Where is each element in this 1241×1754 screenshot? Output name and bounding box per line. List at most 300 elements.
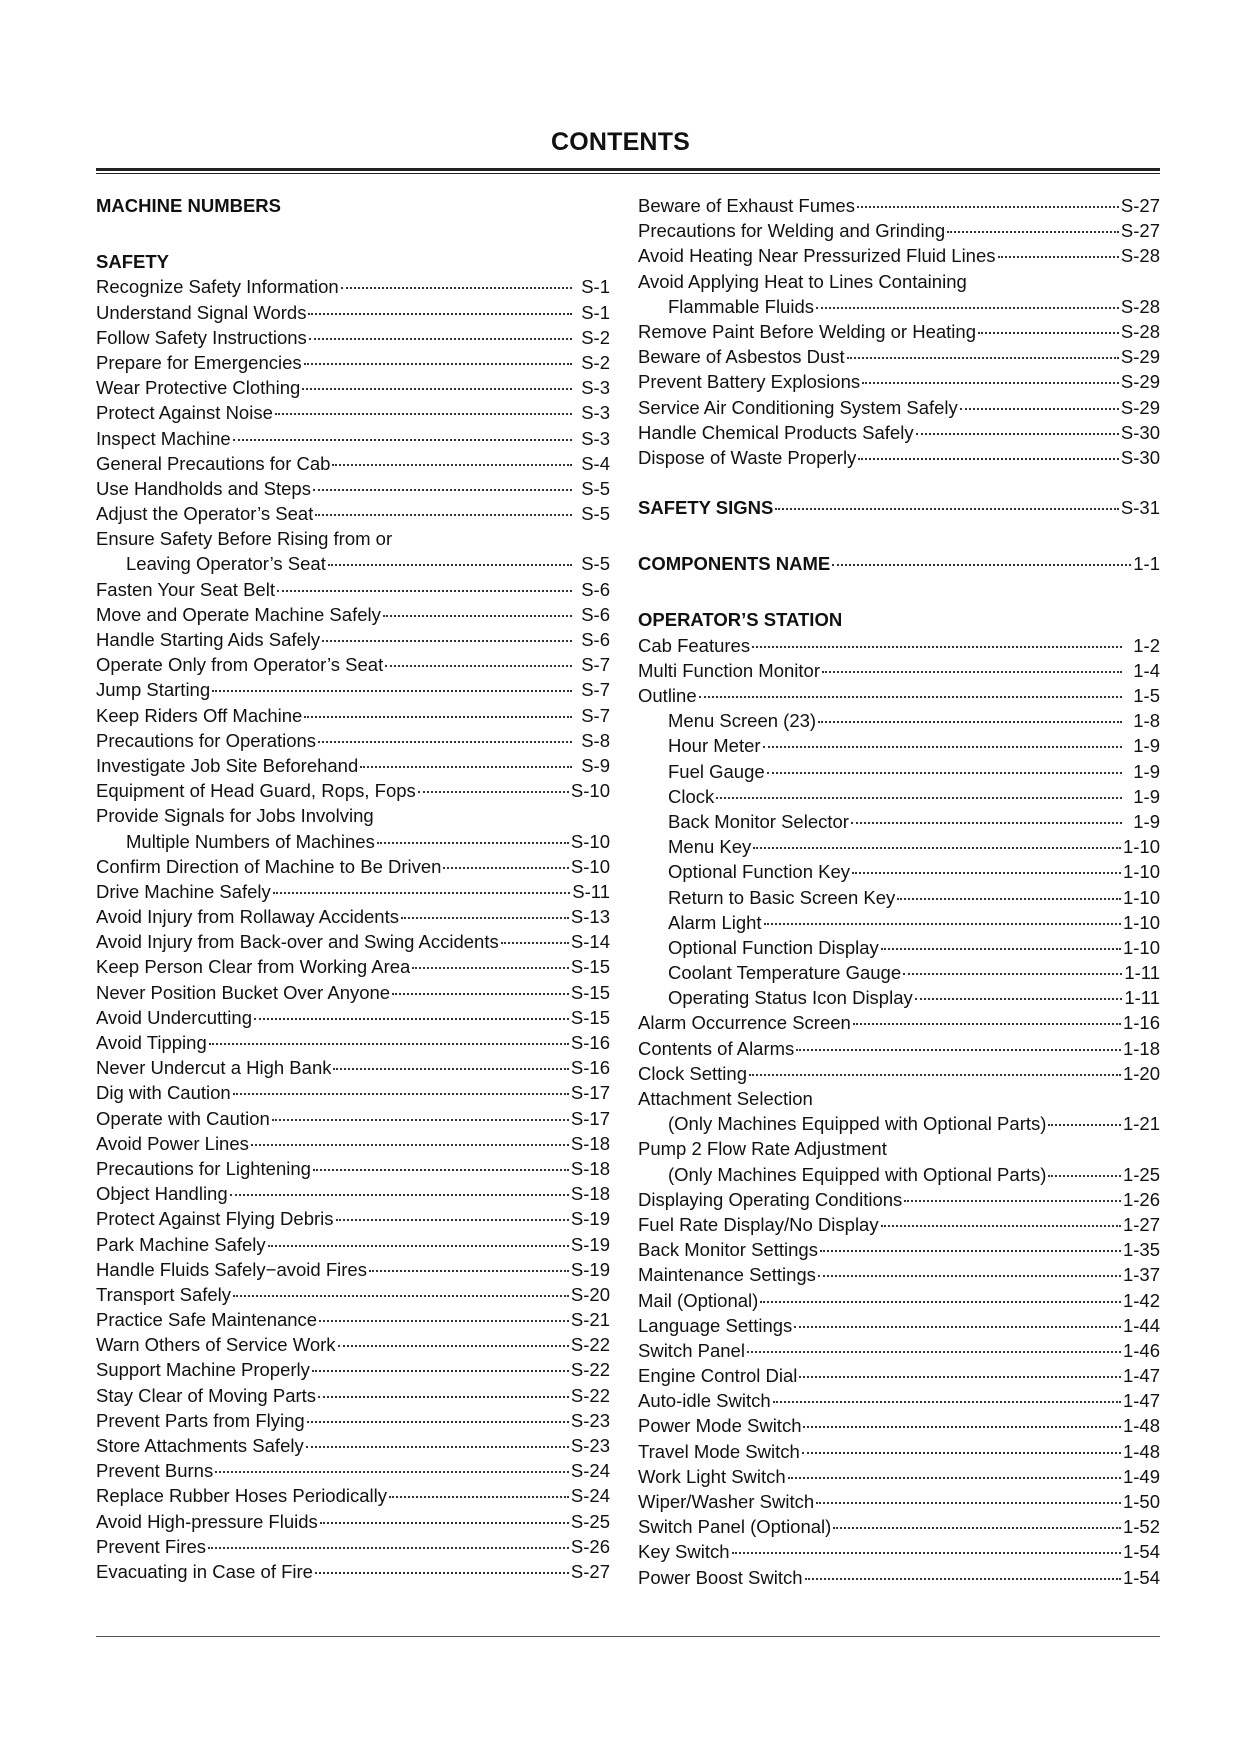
toc-entry-title: Ensure Safety Before Rising from or (96, 528, 393, 550)
toc-entry[interactable] (638, 1466, 1160, 1491)
leader-dots (978, 332, 1119, 334)
toc-entry[interactable] (96, 1511, 610, 1536)
toc-entry[interactable] (96, 302, 610, 327)
toc-entry-title: Displaying Operating Conditions (638, 1188, 903, 1210)
toc-entry-page: S-30 (1120, 421, 1160, 443)
section-heading-safety[interactable]: SAFETY (96, 251, 169, 273)
section-heading-operators-station[interactable]: OPERATOR’S STATION (638, 609, 843, 631)
toc-entry[interactable] (638, 447, 1160, 472)
toc-entry-title: Contents of Alarms (638, 1037, 795, 1059)
leader-dots (309, 338, 572, 340)
toc-entry-page: 1-8 (1133, 710, 1160, 732)
toc-entry-title: Handle Chemical Products Safely (638, 421, 914, 443)
toc-entry-title: Cab Features (638, 634, 751, 656)
toc-entry[interactable] (638, 321, 1160, 346)
toc-entry-title: Practice Safe Maintenance (96, 1309, 318, 1331)
toc-entry[interactable] (638, 710, 1160, 735)
toc-entry-title: Equipment of Head Guard, Rops, Fops (96, 780, 416, 802)
toc-entry[interactable] (96, 428, 610, 453)
toc-entry-page: 1-52 (1122, 1516, 1160, 1538)
toc-entry[interactable] (96, 1183, 610, 1208)
leader-dots (747, 1351, 1121, 1353)
toc-entry-page: 1-9 (1133, 810, 1160, 832)
leader-dots (833, 1527, 1121, 1529)
toc-entry[interactable] (96, 1485, 610, 1510)
toc-entry-page: 1-10 (1122, 861, 1160, 883)
toc-entry[interactable] (638, 1038, 1160, 1063)
leader-dots (320, 1522, 569, 1524)
toc-entry[interactable] (96, 679, 610, 704)
leader-dots (418, 791, 569, 793)
leader-dots (332, 464, 572, 466)
leader-dots (233, 1295, 569, 1297)
toc-entry-title: (Only Machines Equipped with Optional Parts) (668, 1113, 1047, 1135)
toc-entry-page: 1-11 (1124, 962, 1160, 984)
toc-entry-title: Wear Protective Clothing (96, 377, 301, 399)
toc-entry[interactable] (96, 831, 610, 856)
toc-entry[interactable] (638, 735, 1160, 760)
toc-entry-page: S-27 (1120, 195, 1160, 216)
toc-entry-title: (Only Machines Equipped with Optional Parts) (668, 1163, 1047, 1185)
toc-entry-page: S-13 (570, 906, 610, 928)
toc-entry-page: 1-18 (1122, 1037, 1160, 1059)
toc-entry[interactable] (638, 1390, 1160, 1415)
toc-entry-title: Hour Meter (668, 735, 761, 757)
toc-entry-page: S-25 (570, 1510, 610, 1532)
toc-entry-page: S-20 (570, 1283, 610, 1305)
toc-entry-title: General Precautions for Cab (96, 452, 331, 474)
toc-entry-title: Understand Signal Words (96, 301, 307, 323)
toc-entry[interactable] (638, 660, 1160, 685)
toc-entry-title: Store Attachments Safely (96, 1435, 304, 1456)
toc-entry[interactable] (96, 780, 610, 805)
leader-dots (753, 847, 1121, 849)
toc-entry-page: S-6 (581, 578, 610, 600)
toc-entry[interactable] (96, 1234, 610, 1259)
toc-entry-title: Fasten Your Seat Belt (96, 578, 275, 600)
toc-entry[interactable] (96, 1108, 610, 1133)
toc-entry-title: Outline (638, 685, 697, 706)
toc-entry[interactable] (638, 786, 1160, 811)
toc-entry-title: Precautions for Lightening (96, 1157, 311, 1179)
toc-entry-title: Handle Fluids Safely−avoid Fires (96, 1258, 367, 1280)
toc-entry-title: Flammable Fluids (668, 295, 814, 317)
toc-entry[interactable] (638, 422, 1160, 447)
toc-entry[interactable] (638, 761, 1160, 786)
toc-entry[interactable] (638, 635, 1160, 660)
toc-entry-title: Avoid Undercutting (96, 1006, 252, 1028)
toc-entry-page: S-6 (581, 603, 610, 625)
toc-entry[interactable] (96, 1410, 610, 1435)
toc-entry-title: Operate Only from Operator’s Seat (96, 654, 384, 676)
toc-entry[interactable] (638, 346, 1160, 371)
leader-dots (233, 439, 572, 441)
toc-entry[interactable] (638, 1415, 1160, 1440)
toc-entry-page: 1-47 (1122, 1390, 1160, 1412)
toc-entry-page: S-9 (581, 754, 610, 776)
toc-entry-page: 1-35 (1122, 1239, 1160, 1261)
leader-dots (341, 287, 572, 289)
leader-dots (822, 671, 1122, 673)
toc-entry-page: 1-25 (1122, 1163, 1160, 1185)
leader-dots (312, 1370, 569, 1372)
toc-entry-page: 1-10 (1122, 886, 1160, 908)
toc-entry-title: Drive Machine Safely (96, 880, 271, 902)
toc-entry[interactable] (638, 1164, 1160, 1189)
toc-entry-title: Adjust the Operator’s Seat (96, 503, 314, 525)
toc-entry[interactable] (638, 685, 1160, 710)
leader-dots (816, 307, 1119, 309)
toc-entry-page: S-27 (570, 1560, 610, 1582)
leader-dots (1048, 1175, 1121, 1177)
toc-entry[interactable] (638, 220, 1160, 245)
toc-entry-title: Coolant Temperature Gauge (668, 962, 902, 984)
toc-entry-page: 1-9 (1133, 760, 1160, 782)
toc-entry-title: Never Undercut a High Bank (96, 1057, 332, 1079)
leader-dots (328, 564, 572, 566)
toc-entry[interactable] (638, 1365, 1160, 1390)
toc-entry-page: S-10 (570, 780, 610, 802)
toc-entry-page: S-22 (570, 1334, 610, 1356)
leader-dots (763, 746, 1122, 748)
toc-entry[interactable] (96, 1359, 610, 1384)
toc-entry-page: S-21 (570, 1309, 610, 1331)
toc-entry-page: S-5 (581, 503, 610, 525)
toc-entry[interactable] (96, 1309, 610, 1334)
toc-entry-page: S-3 (581, 427, 610, 449)
toc-entry-components-name[interactable] (638, 553, 1160, 578)
toc-entry[interactable] (96, 579, 610, 604)
toc-entry-page: S-4 (581, 452, 610, 474)
toc-entry[interactable] (96, 1460, 610, 1485)
toc-entry[interactable] (96, 352, 610, 377)
operators-station-entry-list (638, 635, 1160, 1592)
toc-entry-safety-signs[interactable] (638, 497, 1160, 522)
toc-entry[interactable] (96, 931, 610, 956)
toc-entry[interactable] (96, 1334, 610, 1359)
leader-dots (903, 973, 1122, 975)
leader-dots (816, 1502, 1121, 1504)
toc-entry-page: S-18 (570, 1183, 610, 1205)
toc-entry-page: 1-4 (1133, 659, 1160, 681)
toc-entry-title: Multiple Numbers of Machines (126, 830, 375, 852)
toc-entry[interactable] (96, 1561, 610, 1586)
toc-entry-title: Protect Against Flying Debris (96, 1208, 334, 1230)
toc-entry-title: Prevent Battery Explosions (638, 371, 861, 393)
toc-entry[interactable] (638, 1214, 1160, 1239)
leader-dots (818, 1275, 1121, 1277)
toc-entry-page: S-24 (570, 1485, 610, 1507)
toc-entry[interactable] (96, 730, 610, 755)
toc-entry-page: 1-48 (1122, 1440, 1160, 1462)
toc-entry[interactable] (638, 912, 1160, 937)
toc-entry-page: 1-9 (1133, 785, 1160, 807)
leader-dots (853, 1023, 1121, 1025)
toc-entry[interactable] (638, 1063, 1160, 1088)
leader-dots (699, 696, 1122, 698)
toc-entry[interactable] (638, 271, 1160, 296)
leader-dots (212, 690, 572, 692)
toc-entry-page: S-17 (570, 1107, 610, 1129)
toc-entry-title: Back Monitor Selector (668, 810, 849, 832)
toc-entry-page: 1-5 (1133, 685, 1160, 706)
leader-dots (313, 489, 572, 491)
toc-entry-title: Operate with Caution (96, 1107, 270, 1129)
toc-entry-title: Evacuating in Case of Fire (96, 1560, 313, 1582)
leader-dots (273, 892, 570, 894)
toc-entry-title: Stay Clear of Moving Parts (96, 1384, 317, 1406)
toc-entry-title: SAFETY SIGNS (638, 497, 774, 519)
leader-dots (315, 514, 572, 516)
toc-entry-page: S-5 (581, 477, 610, 499)
toc-entry-title: COMPONENTS NAME (638, 553, 831, 575)
toc-entry[interactable] (638, 937, 1160, 962)
leader-dots (313, 1169, 569, 1171)
toc-entry-page: S-3 (581, 377, 610, 399)
toc-entry-page: S-28 (1120, 295, 1160, 317)
toc-entry[interactable] (96, 1158, 610, 1183)
toc-entry-page: S-1 (581, 301, 610, 323)
leader-dots (412, 967, 569, 969)
toc-entry[interactable] (96, 1385, 610, 1410)
toc-entry-title: Power Boost Switch (638, 1566, 803, 1588)
toc-entry[interactable] (638, 887, 1160, 912)
leader-dots (820, 1250, 1121, 1252)
toc-entry[interactable] (96, 604, 610, 629)
title-rule-thin (96, 173, 1160, 174)
toc-entry-page: S-7 (581, 654, 610, 676)
toc-entry-page: S-8 (581, 729, 610, 751)
leader-dots (897, 898, 1121, 900)
leader-dots (773, 1401, 1121, 1403)
toc-entry-page: 1-37 (1122, 1264, 1160, 1286)
toc-entry[interactable] (96, 453, 610, 478)
toc-entry-title: Menu Key (668, 836, 752, 858)
toc-entry[interactable] (638, 397, 1160, 422)
toc-entry[interactable] (638, 1516, 1160, 1541)
toc-entry[interactable] (96, 1007, 610, 1032)
page-title: CONTENTS (550, 128, 691, 156)
toc-entry-title: Keep Riders Off Machine (96, 704, 303, 726)
leader-dots (254, 1018, 569, 1020)
toc-entry[interactable] (96, 402, 610, 427)
toc-entry-title: Menu Screen (23) (668, 710, 817, 732)
toc-entry-title: Dig with Caution (96, 1082, 231, 1104)
leader-dots (385, 665, 572, 667)
toc-entry-title: Clock (668, 785, 715, 807)
toc-entry[interactable] (638, 1441, 1160, 1466)
toc-entry[interactable] (638, 1315, 1160, 1340)
toc-entry[interactable] (96, 528, 610, 553)
toc-entry[interactable] (638, 371, 1160, 396)
leader-dots (732, 1552, 1121, 1554)
toc-entry[interactable] (638, 1567, 1160, 1592)
toc-entry[interactable] (96, 1082, 610, 1107)
toc-entry-page: S-10 (570, 830, 610, 852)
toc-entry-page: 1-20 (1122, 1062, 1160, 1084)
toc-entry[interactable] (638, 836, 1160, 861)
toc-entry-title: Maintenance Settings (638, 1264, 816, 1286)
toc-entry-title: Remove Paint Before Welding or Heating (638, 320, 976, 342)
title-rule-thick (96, 168, 1160, 171)
toc-entry-page: 1-44 (1122, 1314, 1160, 1336)
toc-entry-title: Service Air Conditioning System Safely (638, 396, 958, 418)
toc-entry-page: S-29 (1120, 346, 1160, 368)
toc-entry-title: Jump Starting (96, 679, 211, 701)
toc-entry-page: S-17 (570, 1082, 610, 1104)
toc-entry-page: S-31 (1120, 497, 1160, 519)
toc-entry[interactable] (638, 861, 1160, 886)
toc-entry[interactable] (638, 1264, 1160, 1289)
toc-entry-page: 1-10 (1122, 836, 1160, 858)
toc-entry[interactable] (638, 1088, 1160, 1113)
leader-dots (847, 357, 1119, 359)
toc-entry-title: Optional Function Key (668, 861, 851, 883)
toc-entry-page: S-29 (1120, 371, 1160, 393)
leader-dots (775, 508, 1119, 510)
leader-dots (304, 363, 572, 365)
leader-dots (383, 615, 572, 617)
toc-entry-title: Handle Starting Aids Safely (96, 629, 321, 650)
toc-entry[interactable] (638, 195, 1160, 220)
toc-entry[interactable] (96, 1133, 610, 1158)
leader-dots (1048, 1124, 1121, 1126)
toc-entry[interactable] (638, 987, 1160, 1012)
toc-entry[interactable] (96, 327, 610, 352)
toc-entry[interactable] (96, 1259, 610, 1284)
toc-entry-title: Wiper/Washer Switch (638, 1491, 815, 1512)
toc-entry[interactable] (96, 881, 610, 906)
leader-dots (306, 1446, 569, 1448)
toc-entry-title: Prevent Fires (96, 1535, 207, 1557)
toc-entry-title: Object Handling (96, 1183, 228, 1205)
toc-entry[interactable] (96, 1284, 610, 1309)
toc-entry-title: Avoid Power Lines (96, 1132, 249, 1154)
toc-entry[interactable] (96, 1057, 610, 1082)
toc-entry[interactable] (638, 1239, 1160, 1264)
toc-entry[interactable] (96, 1208, 610, 1233)
toc-entry[interactable] (638, 1113, 1160, 1138)
toc-entry[interactable] (638, 245, 1160, 270)
toc-entry-page: S-24 (570, 1460, 610, 1482)
toc-right-column (638, 195, 1160, 1592)
toc-entry-page: 1-2 (1133, 634, 1160, 656)
toc-entry[interactable] (96, 276, 610, 301)
toc-entry[interactable] (96, 956, 610, 981)
toc-entry[interactable] (96, 377, 610, 402)
toc-entry-page: S-28 (1120, 245, 1160, 267)
toc-entry-page: S-16 (570, 1032, 610, 1053)
section-heading-machine-numbers[interactable]: MACHINE NUMBERS (96, 195, 281, 216)
toc-entry-page: S-23 (570, 1409, 610, 1431)
toc-entry-title: Recognize Safety Information (96, 276, 339, 298)
leader-dots (322, 640, 572, 642)
toc-entry[interactable] (96, 982, 610, 1007)
toc-entry-title: Prepare for Emergencies (96, 351, 302, 373)
leader-dots (998, 256, 1119, 258)
toc-entry[interactable] (96, 503, 610, 528)
toc-entry-title: Inspect Machine (96, 427, 231, 449)
toc-entry-page: 1-42 (1122, 1289, 1160, 1311)
safety-entry-list (96, 276, 610, 1586)
toc-entry[interactable] (96, 705, 610, 730)
toc-entry-title: Alarm Occurrence Screen (638, 1012, 851, 1034)
toc-entry-title: Provide Signals for Jobs Involving (96, 805, 374, 827)
toc-entry-page: 1-10 (1122, 911, 1160, 933)
toc-entry[interactable] (96, 654, 610, 679)
toc-entry-title: Prevent Burns (96, 1460, 214, 1482)
toc-entry[interactable] (96, 856, 610, 881)
toc-entry-title: Avoid Injury from Rollaway Accidents (96, 906, 399, 928)
toc-entry[interactable] (638, 1012, 1160, 1037)
leader-dots (392, 993, 569, 995)
toc-entry-page: S-29 (1120, 396, 1160, 418)
toc-entry[interactable] (96, 906, 610, 931)
toc-entry[interactable] (638, 1340, 1160, 1365)
toc-entry[interactable] (96, 629, 610, 654)
toc-entry-title: Avoid Injury from Back-over and Swing Accidents (96, 931, 499, 953)
toc-entry-title: Beware of Exhaust Fumes (638, 195, 855, 216)
safety-entry-list-continued (638, 195, 1160, 472)
toc-entry-title: Operating Status Icon Display (668, 987, 913, 1009)
toc-entry[interactable] (96, 1435, 610, 1460)
toc-entry-page: S-7 (581, 704, 610, 726)
toc-entry-page: S-22 (570, 1384, 610, 1406)
leader-dots (881, 948, 1121, 950)
toc-entry[interactable] (638, 1189, 1160, 1214)
toc-entry[interactable] (96, 1536, 610, 1561)
toc-entry-page: S-1 (581, 276, 610, 298)
toc-entry-page: S-5 (581, 553, 610, 575)
toc-entry-page: S-28 (1120, 320, 1160, 342)
toc-entry[interactable] (638, 1290, 1160, 1315)
toc-entry[interactable] (638, 1541, 1160, 1566)
toc-entry-page: 1-54 (1122, 1541, 1160, 1563)
toc-entry-title: Power Mode Switch (638, 1415, 802, 1437)
toc-entry[interactable] (96, 805, 610, 830)
toc-entry-page: S-15 (570, 981, 610, 1003)
leader-dots (401, 917, 569, 919)
toc-entry-title: Auto-idle Switch (638, 1390, 771, 1412)
toc-entry[interactable] (638, 962, 1160, 987)
leader-dots (315, 1572, 569, 1574)
toc-entry-title: Precautions for Operations (96, 729, 317, 751)
toc-entry[interactable] (96, 1032, 610, 1057)
toc-entry[interactable] (96, 755, 610, 780)
toc-entry-page: S-19 (570, 1258, 610, 1280)
toc-entry[interactable] (96, 553, 610, 578)
toc-entry-title: Back Monitor Settings (638, 1239, 818, 1261)
leader-dots (268, 1245, 569, 1247)
toc-entry-title: Beware of Asbestos Dust (638, 346, 845, 368)
leader-dots (851, 822, 1122, 824)
toc-entry[interactable] (638, 1491, 1160, 1516)
toc-entry[interactable] (638, 296, 1160, 321)
toc-entry-page: S-18 (570, 1132, 610, 1154)
toc-entry-title: Leaving Operator’s Seat (126, 553, 326, 575)
leader-dots (360, 766, 572, 768)
leader-dots (208, 1547, 569, 1549)
toc-entry-title: Fuel Gauge (668, 760, 765, 782)
toc-entry[interactable] (638, 1138, 1160, 1163)
toc-entry-page: S-19 (570, 1208, 610, 1230)
toc-entry-title: Mail (Optional) (638, 1289, 759, 1311)
toc-entry[interactable] (96, 478, 610, 503)
toc-entry[interactable] (638, 811, 1160, 836)
leader-dots (802, 1452, 1121, 1454)
leader-dots (302, 388, 572, 390)
leader-dots (233, 1093, 569, 1095)
